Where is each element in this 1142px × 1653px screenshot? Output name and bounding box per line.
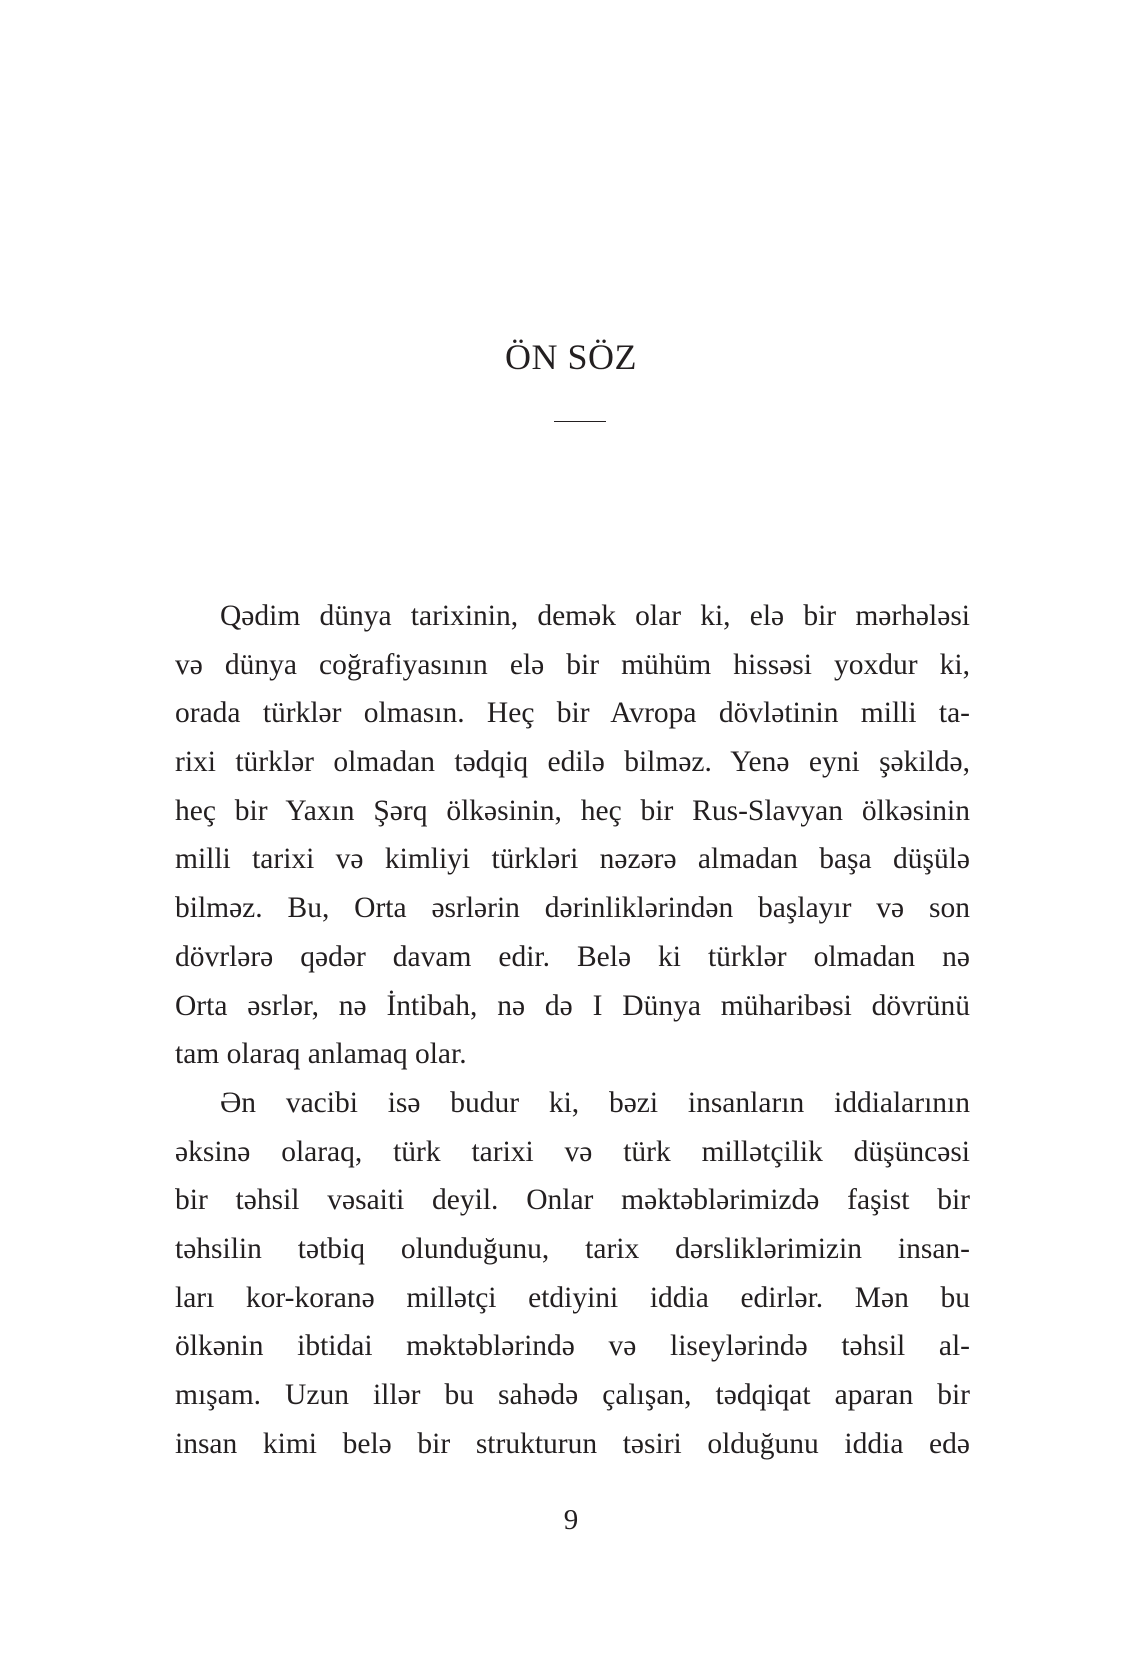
paragraph-1-line: Qədim dünya tarixinin, demək olar ki, elə bir mərhələsi: [220, 600, 970, 632]
paragraph-1-line: orada türklər olmasın. Heç bir Avropa dövlətinin milli ta-: [175, 697, 970, 730]
paragraph-1-line: Orta əsrlər, nə İntibah, nə də I Dünya müharibəsi dövrünü: [175, 989, 970, 1022]
paragraph-1-line: və dünya coğrafiyasının elə bir mühüm hissəsi yoxdur ki,: [175, 648, 970, 681]
paragraph-1-line: bilməz. Bu, Orta əsrlərin dərinliklərindən başlayır və son: [175, 892, 970, 925]
page-number: 9: [563, 1504, 579, 1536]
body-text: [175, 592, 970, 1468]
paragraph-2-line: əksinə olaraq, türk tarixi və türk millətçilik düşüncəsi: [175, 1135, 970, 1168]
paragraph-2-line: bir təhsil vəsaiti deyil. Onlar məktəblərimizdə faşist bir: [175, 1184, 970, 1217]
paragraph-2-line: Ən vacibi isə budur ki, bəzi insanların iddialarının: [220, 1086, 970, 1119]
paragraph-1-line: milli tarixi və kimliyi türkləri nəzərə almadan başa düşülə: [175, 843, 970, 876]
paragraph-1-line: tam olaraq anlamaq olar.: [175, 1038, 467, 1071]
paragraph-2-line: insan kimi belə bir strukturun təsiri olduğunu iddia edə: [175, 1427, 970, 1460]
chapter-title: ÖN SÖZ: [504, 337, 637, 377]
paragraph-2-line: ölkənin ibtidai məktəblərində və liseylərində təhsil al-: [175, 1330, 970, 1363]
paragraph-1-line: dövrlərə qədər davam edir. Belə ki türklər olmadan nə: [175, 940, 970, 973]
paragraph-2-line: ları kor-koranə millətçi etdiyini iddia edirlər. Mən bu: [175, 1281, 970, 1314]
paragraph-2-line: təhsilin tətbiq olunduğunu, tarix dərsliklərimizin insan-: [175, 1232, 970, 1265]
title-divider: [554, 421, 606, 422]
paragraph-1-line: heç bir Yaxın Şərq ölkəsinin, heç bir Rus-Slavyan ölkəsinin: [175, 794, 970, 827]
paragraph-2-line: mışam. Uzun illər bu sahədə çalışan, tədqiqat aparan bir: [175, 1379, 970, 1411]
paragraph-1-line: rixi türklər olmadan tədqiq edilə bilməz. Yenə eyni şəkildə,: [175, 746, 970, 779]
